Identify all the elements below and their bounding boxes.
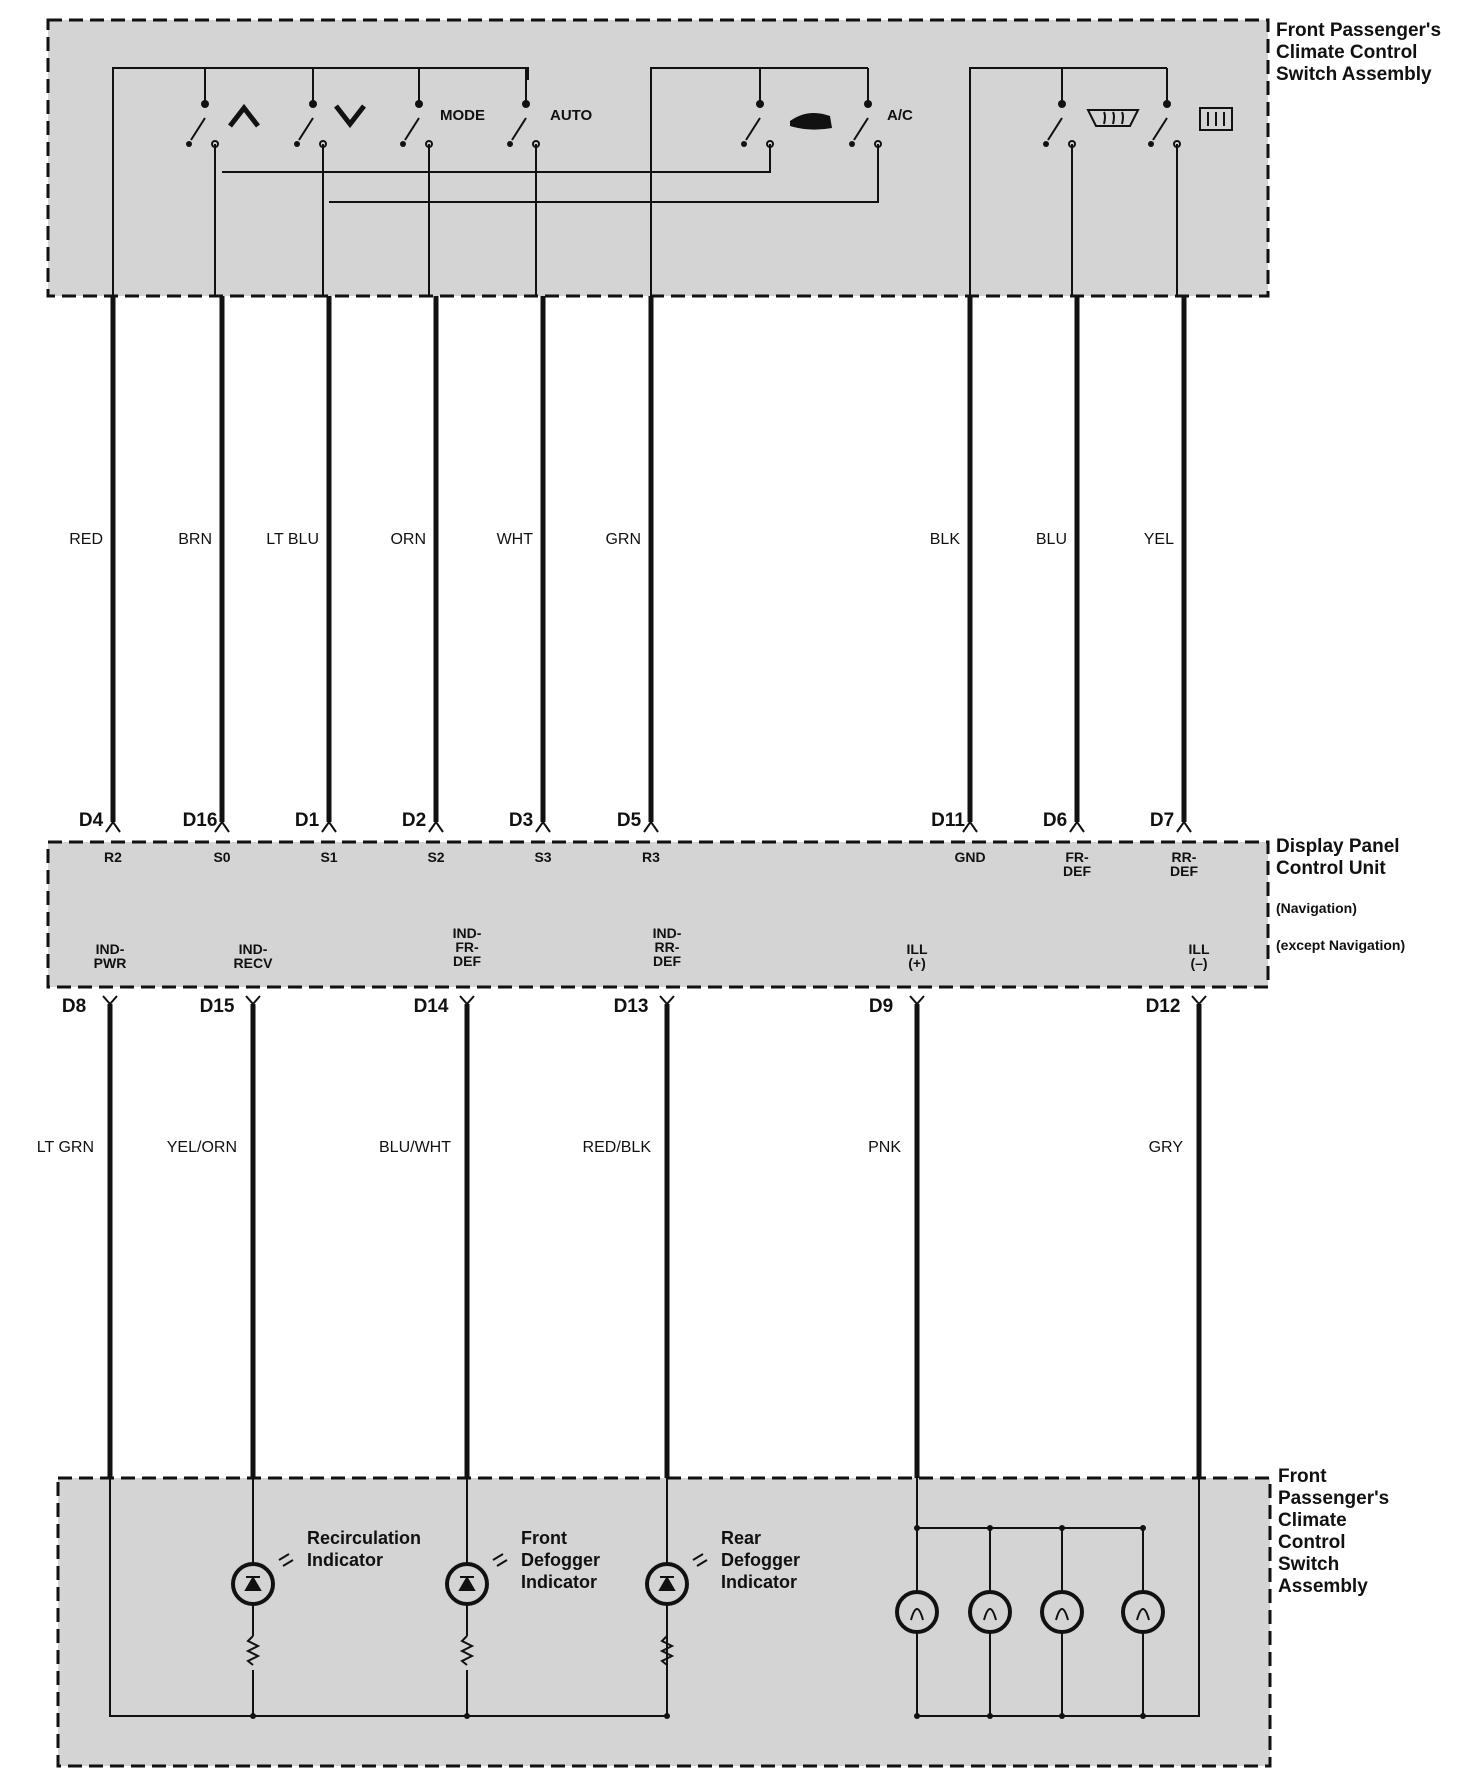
junction-node (250, 1713, 256, 1719)
switch-left-3-node (522, 100, 530, 108)
auto-switch-label: AUTO (550, 107, 593, 124)
connector-d14 (460, 996, 474, 1004)
junction-node (987, 1713, 993, 1719)
connector-d8 (103, 996, 117, 1004)
pin-label: D13 (613, 996, 649, 1017)
terminal-label: S0 (213, 849, 231, 865)
pin-label: D3 (508, 810, 534, 831)
connector-d7 (1177, 822, 1191, 832)
indicator-label: Recirculation Indicator (307, 1528, 422, 1570)
terminal-label: FR-DEF (1063, 849, 1091, 879)
wire-color-label: YEL (1143, 531, 1174, 548)
connector-d6 (1070, 822, 1084, 832)
switch-mid-1-pivot (849, 141, 855, 147)
connector-d9 (910, 996, 924, 1004)
pin-label: D15 (199, 996, 235, 1017)
bulb-icon (897, 1592, 937, 1632)
wire-color-label: BLU (1035, 531, 1067, 548)
switch-right-0-node (1058, 100, 1066, 108)
terminal-label: ILL (+) (906, 941, 928, 971)
front-switch-assembly-indicator-box (58, 1478, 1270, 1766)
wire-color-label: LT BLU (266, 531, 319, 548)
wire-color-label: ORN (390, 531, 426, 548)
terminal-label: S2 (427, 849, 445, 865)
pin-label: D6 (1042, 810, 1068, 831)
switch-mid-0-pivot (741, 141, 747, 147)
pin-label: D14 (413, 996, 449, 1017)
junction-node (664, 1713, 670, 1719)
pin-label: D7 (1149, 810, 1175, 831)
junction-node (1140, 1713, 1146, 1719)
terminal-label: IND-RR-DEF (652, 925, 682, 969)
mode-switch-label: MODE (440, 107, 485, 124)
switch-right-1-pivot (1148, 141, 1154, 147)
wire-color-label: GRN (605, 531, 641, 548)
wire-color-label: WHT (496, 531, 533, 548)
wire-color-label: PNK (868, 1139, 901, 1156)
front-switch-assembly-title: Front Passenger's Climate Control Switch Assembly (1276, 20, 1442, 85)
terminal-label: R3 (642, 849, 660, 865)
junction-node (464, 1713, 470, 1719)
junction-node (914, 1713, 920, 1719)
connector-d1 (322, 822, 336, 832)
terminal-label: ILL (–) (1188, 941, 1210, 971)
front-switch-assembly-box (48, 20, 1268, 296)
indicator-label: Rear Defogger Indicator (721, 1528, 801, 1592)
wire-color-label: BLU/WHT (379, 1139, 451, 1156)
connector-d3 (536, 822, 550, 832)
terminal-label: IND-RECV (233, 941, 273, 971)
terminal-label: IND-PWR (93, 941, 127, 971)
pin-label: D2 (401, 810, 427, 831)
terminal-label: R2 (104, 849, 122, 865)
connector-d11 (963, 822, 977, 832)
switch-right-1-node (1163, 100, 1171, 108)
wire-color-label: YEL/ORN (166, 1139, 237, 1156)
terminal-label: IND-FR-DEF (452, 925, 482, 969)
terminal-label: S3 (534, 849, 552, 865)
indicator-label: Front Defogger Indicator (521, 1528, 601, 1592)
ac-switch-label: A/C (887, 107, 913, 124)
pin-label: D16 (182, 810, 218, 831)
pin-label: D1 (294, 810, 320, 831)
wire-color-label: RED/BLK (582, 1139, 651, 1156)
pin-label: D5 (616, 810, 642, 831)
wire-color-label: BLK (929, 531, 960, 548)
wire-color-label: GRY (1148, 1139, 1183, 1156)
junction-node (1059, 1713, 1065, 1719)
switch-mid-1-node (864, 100, 872, 108)
front-switch-assembly-lower-title: Front Passenger's Climate Control Switch Assembly (1278, 1466, 1390, 1597)
switch-left-2-node (415, 100, 423, 108)
wire-color-label: BRN (178, 531, 212, 548)
navigation-note: (Navigation) (1276, 900, 1357, 916)
switch-left-0-node (201, 100, 209, 108)
connector-d5 (644, 822, 658, 832)
pin-label: D11 (931, 810, 965, 831)
switch-left-1-pivot (294, 141, 300, 147)
except-navigation-note: (except Navigation) (1276, 937, 1406, 953)
connector-d2 (429, 822, 443, 832)
switch-right-0-pivot (1043, 141, 1049, 147)
display-panel-title: Display Panel Control Unit (1276, 836, 1400, 879)
switch-left-0-pivot (186, 141, 192, 147)
connector-d15 (246, 996, 260, 1004)
connector-d12 (1192, 996, 1206, 1004)
wire-color-label: LT GRN (36, 1139, 94, 1156)
pin-label: D4 (78, 810, 104, 831)
terminal-label: S1 (320, 849, 338, 865)
bulb-icon (1123, 1592, 1163, 1632)
switch-left-1-node (309, 100, 317, 108)
terminal-label: RR-DEF (1170, 849, 1198, 879)
terminal-label: GND (954, 849, 986, 865)
wire-color-label: RED (69, 531, 103, 548)
switch-left-3-pivot (507, 141, 513, 147)
pin-label: D9 (868, 996, 894, 1017)
pin-label: D12 (1145, 996, 1181, 1017)
connector-d4 (106, 822, 120, 832)
connector-d13 (660, 996, 674, 1004)
switch-left-2-pivot (400, 141, 406, 147)
bulb-icon (1042, 1592, 1082, 1632)
switch-mid-0-node (756, 100, 764, 108)
pin-label: D8 (61, 996, 87, 1017)
bulb-icon (970, 1592, 1010, 1632)
